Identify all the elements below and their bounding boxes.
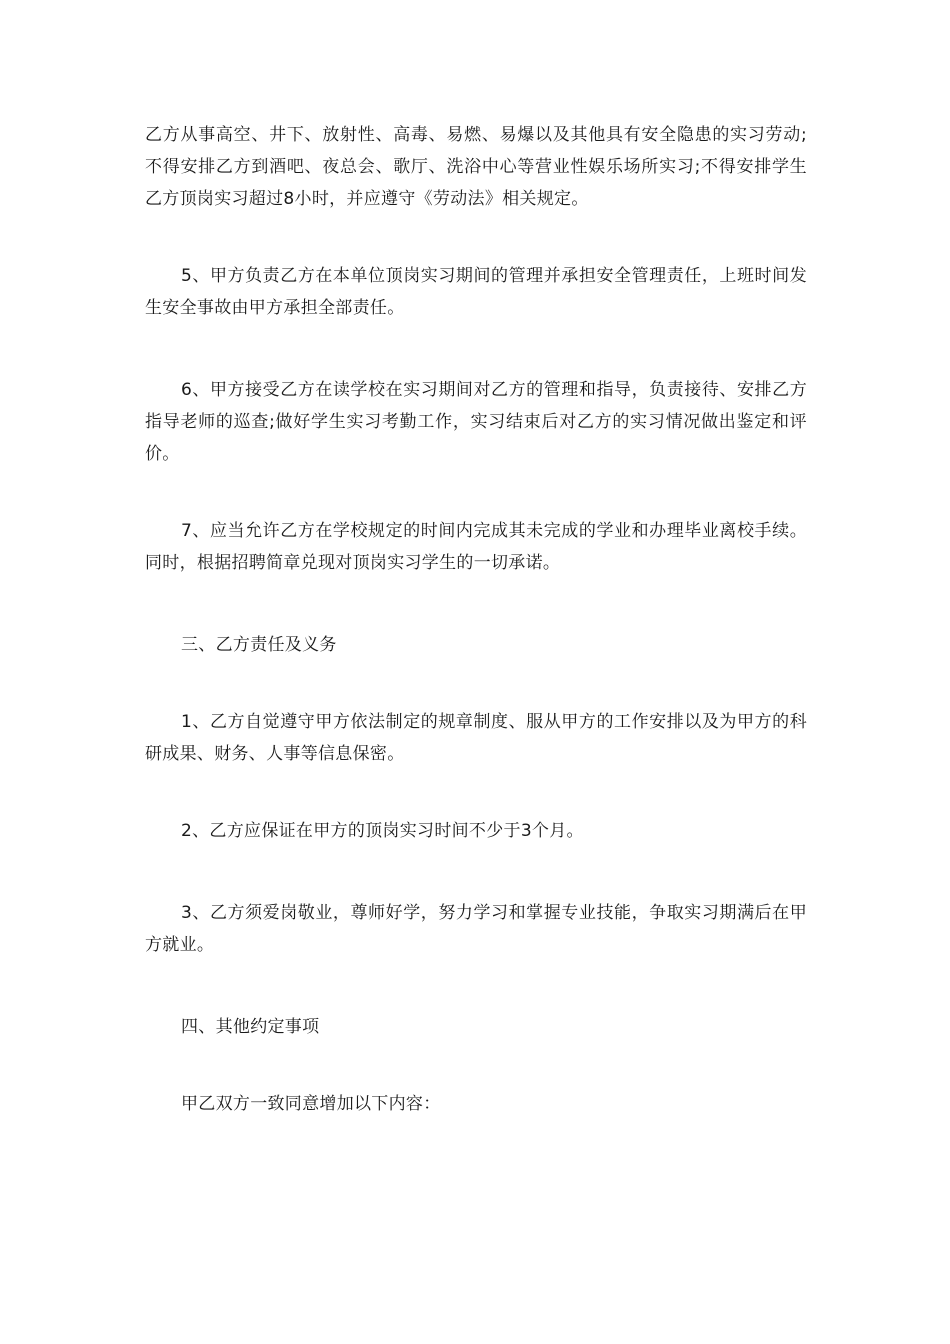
paragraph-clause-5: 5、甲方负责乙方在本单位顶岗实习期间的管理并承担安全管理责任，上班时间发生安全事故由甲方承担全部责任。: [145, 266, 807, 318]
document-body: [145, 119, 807, 1120]
section-heading-party-b: 三、乙方责任及义务: [181, 635, 337, 655]
paragraph-agreement: 甲乙双方一致同意增加以下内容：: [181, 1094, 441, 1114]
paragraph-clause-6: 6、甲方接受乙方在读学校在实习期间对乙方的管理和指导，负责接待、安排乙方指导老师的巡查;做好学生实习考勤工作，实习结束后对乙方的实习情况做出鉴定和评价。: [145, 380, 807, 464]
paragraph-b-clause-3: 3、乙方须爱岗敬业，尊师好学，努力学习和掌握专业技能，争取实习期满后在甲方就业。: [145, 903, 807, 955]
paragraph-clause-7: 7、应当允许乙方在学校规定的时间内完成其未完成的学业和办理毕业离校手续。同时，根据招聘简章兑现对顶岗实习学生的一切承诺。: [145, 521, 807, 573]
paragraph-b-clause-1: 1、乙方自觉遵守甲方依法制定的规章制度、服从甲方的工作安排以及为甲方的科研成果、财务、人事等信息保密。: [145, 712, 807, 764]
paragraph-b-clause-2: 2、乙方应保证在甲方的顶岗实习时间不少于3个月。: [181, 821, 584, 841]
paragraph-continuation: 乙方从事高空、井下、放射性、高毒、易燃、易爆以及其他具有安全隐患的实习劳动;不得安排乙方到酒吧、夜总会、歌厅、洗浴中心等营业性娱乐场所实习;不得安排学生乙方顶岗实习超过8小时，并应遵守《劳动法》相关规定。: [145, 125, 807, 209]
section-heading-other: 四、其他约定事项: [181, 1017, 320, 1037]
